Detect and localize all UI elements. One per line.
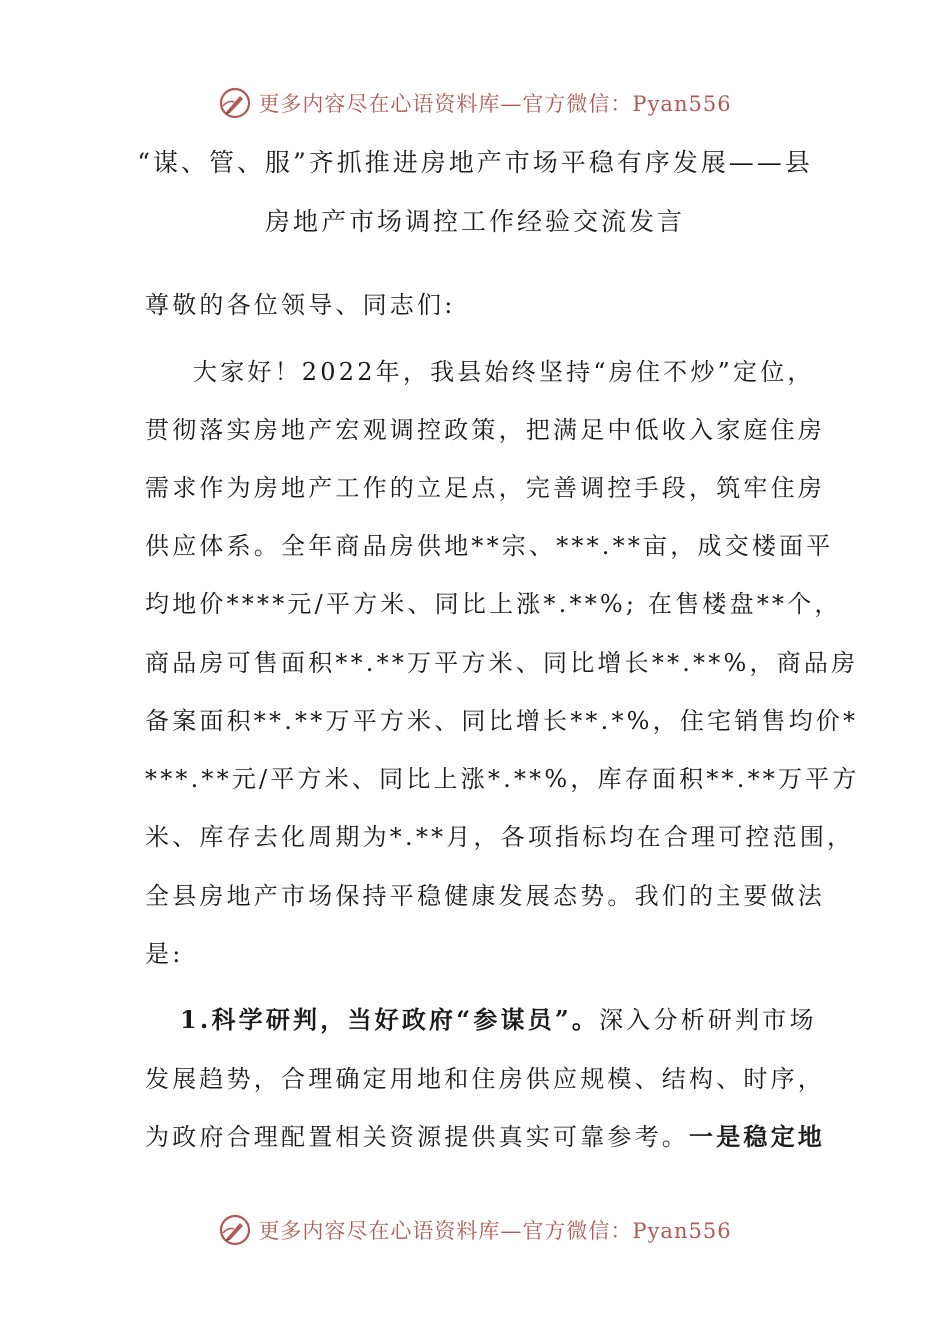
- body-line: 是:: [145, 940, 184, 968]
- body-line: 供应体系。全年商品房供地**宗、***.**亩，成交楼面平: [145, 532, 834, 560]
- footer-watermark-text: 更多内容尽在心语资料库—官方微信：Pyan556: [258, 1219, 732, 1243]
- body-line: 米、库存去化周期为*.**月，各项指标均在合理可控范围，: [145, 823, 855, 851]
- body-line: 商品房可售面积**.**万平方米、同比增长**.**%，商品房: [145, 649, 859, 677]
- section-1-line-3: [145, 1117, 825, 1152]
- section-1-subheading: 一是稳定地: [689, 1122, 825, 1151]
- body-line: ***.**元/平方米、同比上涨*.**%，库存面积**.**万平方: [145, 765, 860, 793]
- body-line: 贯彻落实房地产宏观调控政策，把满足中低收入家庭住房: [145, 416, 825, 444]
- section-1-line-2: 发展趋势，合理确定用地和住房供应规模、结构、时序，: [145, 1065, 825, 1093]
- body-line: 均地价****元/平方米、同比上涨*.**%; 在售楼盘**个，: [145, 590, 842, 618]
- pen-logo-icon: [218, 1213, 252, 1247]
- document-title-line-1: “谋、管、服”齐抓推进房地产市场平稳有序发展——县: [137, 148, 813, 177]
- footer-watermark-banner: [0, 1210, 950, 1250]
- section-1-first-line: [180, 1000, 817, 1035]
- body-line: 全县房地产市场保持平稳健康发展态势。我们的主要做法: [145, 882, 825, 910]
- salutation: 尊敬的各位领导、同志们:: [145, 291, 456, 319]
- section-1-text: 为政府合理配置相关资源提供真实可靠参考。: [145, 1123, 689, 1151]
- body-line: 需求作为房地产工作的立足点，完善调控手段，筑牢住房: [145, 474, 825, 502]
- section-1-text: 深入分析研判市场: [599, 1006, 817, 1034]
- pen-logo-icon: [218, 86, 252, 120]
- header-watermark-text: 更多内容尽在心语资料库—官方微信：Pyan556: [258, 92, 732, 116]
- section-1-heading: 1.科学研判，当好政府“参谋员”。: [180, 1005, 600, 1034]
- document-title-line-2: 房地产市场调控工作经验交流发言: [264, 207, 685, 236]
- body-line: 备案面积**.**万平方米、同比增长**.*%，住宅销售均价*: [145, 707, 859, 735]
- body-line: 大家好！2022年，我县始终坚持“房住不炒”定位，: [193, 358, 815, 386]
- header-watermark-banner: [0, 83, 950, 123]
